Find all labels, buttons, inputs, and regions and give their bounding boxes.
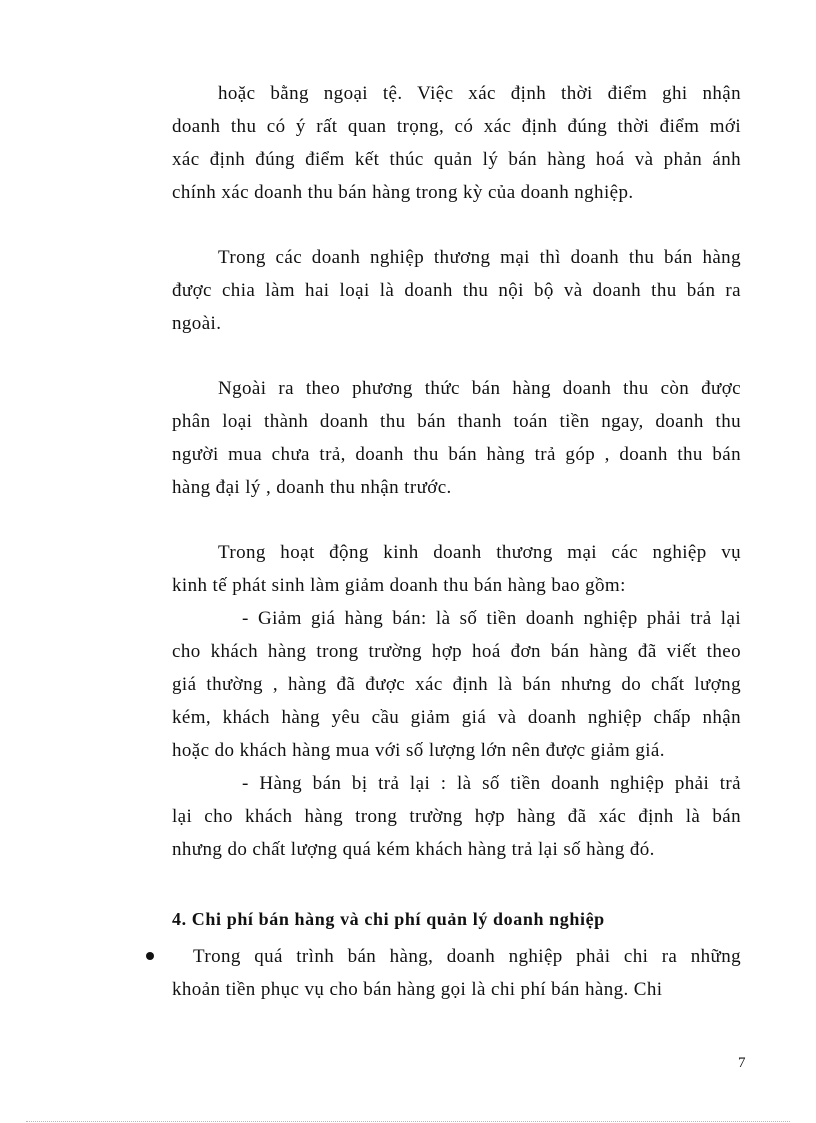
text-line: Trong các doanh nghiệp thương mại thì doanh thu bán hàng [218, 247, 741, 268]
text-line: chính xác doanh thu bán hàng trong kỳ của doanh nghiệp. [172, 182, 634, 203]
text-line: lại cho khách hàng trong trường hợp hàng đã xác định là bán [172, 806, 741, 827]
paragraph-sales-methods [172, 372, 741, 504]
list-item-sales-returns: - Hàng bán bị trả lại : là số tiền doanh nghiệp phải trả [242, 773, 741, 794]
text-line: Trong quá trình bán hàng, doanh nghiệp phải chi ra những [193, 946, 741, 967]
text-line: hoặc bằng ngoại tệ. Việc xác định thời điểm ghi nhận [218, 83, 741, 104]
text-line: Ngoài ra theo phương thức bán hàng doanh thu còn được [218, 378, 741, 399]
text-line: người mua chưa trả, doanh thu bán hàng trả góp , doanh thu bán [172, 444, 741, 465]
paragraph-revenue-types [172, 241, 741, 340]
text-line: cho khách hàng trong trường hợp hoá đơn bán hàng đã viết theo [172, 641, 741, 662]
paragraph-revenue-deductions [172, 536, 741, 866]
bullet-paragraph-selling-expenses [172, 940, 741, 1006]
text-line: hoặc do khách hàng mua với số lượng lớn nên được giảm giá. [172, 740, 665, 761]
text-line: hàng đại lý , doanh thu nhận trước. [172, 477, 452, 498]
paragraph-revenue-recognition [172, 77, 741, 209]
list-item-sales-discount: - Giảm giá hàng bán: là số tiền doanh nghiệp phải trả lại [242, 608, 741, 629]
text-line: được chia làm hai loại là doanh thu nội bộ và doanh thu bán ra [172, 280, 741, 301]
text-line: giá thường , hàng đã được xác định là bán nhưng do chất lượng [172, 674, 741, 695]
text-line: khoản tiền phục vụ cho bán hàng gọi là chi phí bán hàng. Chi [172, 979, 663, 1000]
text-line: phân loại thành doanh thu bán thanh toán tiền ngay, doanh thu [172, 411, 741, 432]
text-line: xác định đúng điểm kết thúc quản lý bán hàng hoá và phản ánh [172, 149, 741, 170]
text-line: kinh tế phát sinh làm giảm doanh thu bán hàng bao gồm: [172, 575, 626, 596]
text-line: kém, khách hàng yêu cầu giảm giá và doanh nghiệp chấp nhận [172, 707, 741, 728]
text-line: doanh thu có ý rất quan trọng, có xác định đúng thời điểm mới [172, 116, 741, 137]
text-line: nhưng do chất lượng quá kém khách hàng trả lại số hàng đó. [172, 839, 655, 860]
bullet-icon [146, 952, 154, 960]
page-number: 7 [738, 1055, 746, 1071]
page-boundary-divider [26, 1121, 790, 1122]
text-line: ngoài. [172, 313, 222, 334]
section-heading: 4. Chi phí bán hàng và chi phí quản lý doanh nghiệp [172, 909, 605, 929]
text-line: Trong hoạt động kinh doanh thương mại các nghiệp vụ [218, 542, 741, 563]
